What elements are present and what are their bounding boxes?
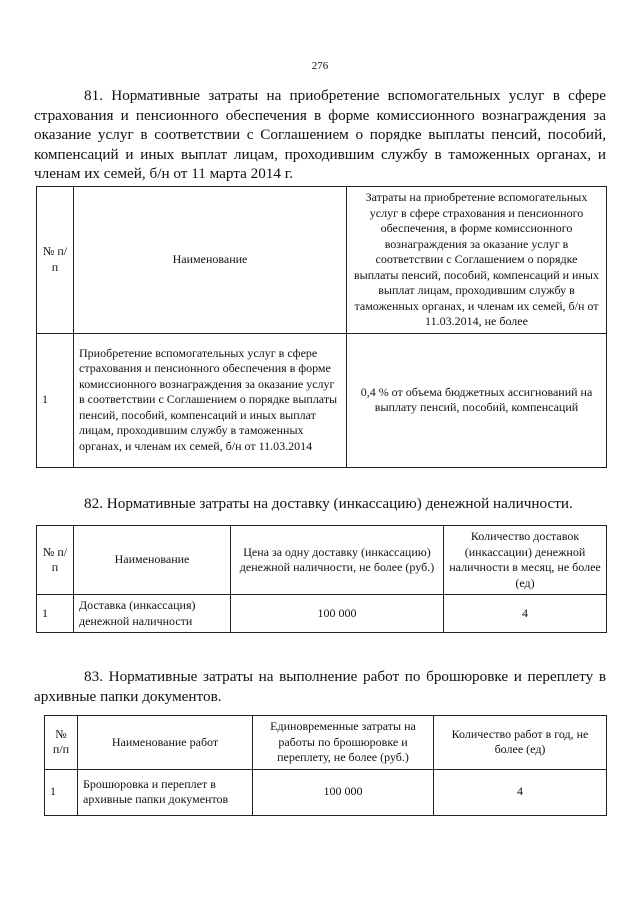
header-count: Количество работ в год, не более (ед)	[434, 716, 607, 770]
page-number: 276	[311, 60, 329, 72]
section-82-heading: 82. Нормативные затраты на доставку (инкассацию) денежной наличности.	[84, 495, 573, 512]
row-cost: 100 000	[253, 769, 434, 815]
row-count: 4	[444, 595, 607, 633]
header-cost: Единовременные затраты на работы по брошюровке и переплету, не более (руб.)	[253, 716, 434, 770]
row-price: 100 000	[231, 595, 444, 633]
section-83-heading: 83. Нормативные затраты на выполнение работ по брошюровке и переплету в архивные папки документов.	[34, 668, 606, 705]
table-83	[44, 715, 607, 816]
header-number: № п/п	[37, 187, 74, 334]
table-81	[36, 186, 607, 468]
row-number: 1	[37, 595, 74, 633]
header-name: Наименование	[74, 526, 231, 595]
table-row	[37, 595, 607, 633]
header-count: Количество доставок (инкассации) денежной наличности в месяц, не более (ед)	[444, 526, 607, 595]
table-row	[37, 333, 607, 467]
header-number: № п/п	[45, 716, 78, 770]
row-number: 1	[37, 333, 74, 467]
row-count: 4	[434, 769, 607, 815]
section-81-heading: 81. Нормативные затраты на приобретение вспомогательных услуг в сфере страхования и пенсионного обеспечения в форме комиссионного вознаграждения за оказание услуг в соответствии с Соглашением о порядке выплаты пенсий, пособий, компенсаций и иных выплат лицам, проходившим службу в таможенных органах, и членам их семей, б/н от 11 марта 2014 г.	[34, 87, 606, 182]
row-name: Доставка (инкассация) денежной наличности	[74, 595, 231, 633]
row-number: 1	[45, 769, 78, 815]
header-cost: Затраты на приобретение вспомогательных услуг в сфере страхования и пенсионного обеспечения, в форме комиссионного вознаграждения за оказание услуг в соответствии с Соглашением о порядке выплаты пенсий, пособий, компенсаций и иных выплат лицам, проходившим службу в таможенных органах, и членам их семей, б/н от 11.03.2014, не более	[347, 187, 607, 334]
row-name: Брошюровка и переплет в архивные папки документов	[78, 769, 253, 815]
header-price: Цена за одну доставку (инкассацию) денежной наличности, не более (руб.)	[231, 526, 444, 595]
header-name: Наименование	[74, 187, 347, 334]
header-number: № п/п	[37, 526, 74, 595]
table-header-row	[45, 716, 607, 770]
row-cost: 0,4 % от объема бюджетных ассигнований на выплату пенсий, пособий, компенсаций	[347, 333, 607, 467]
table-82	[36, 525, 607, 633]
table-header-row	[37, 187, 607, 334]
row-name: Приобретение вспомогательных услуг в сфере страхования и пенсионного обеспечения в форме комиссионного вознаграждения за оказание услуг в соответствии с Соглашением о порядке выплаты пенсий, пособий, компенсаций и иных выплат лицам, проходившим службу в таможенных органах, и членам их семей, б/н от 11.03.2014	[74, 333, 347, 467]
header-name: Наименование работ	[78, 716, 253, 770]
table-row	[45, 769, 607, 815]
table-header-row	[37, 526, 607, 595]
